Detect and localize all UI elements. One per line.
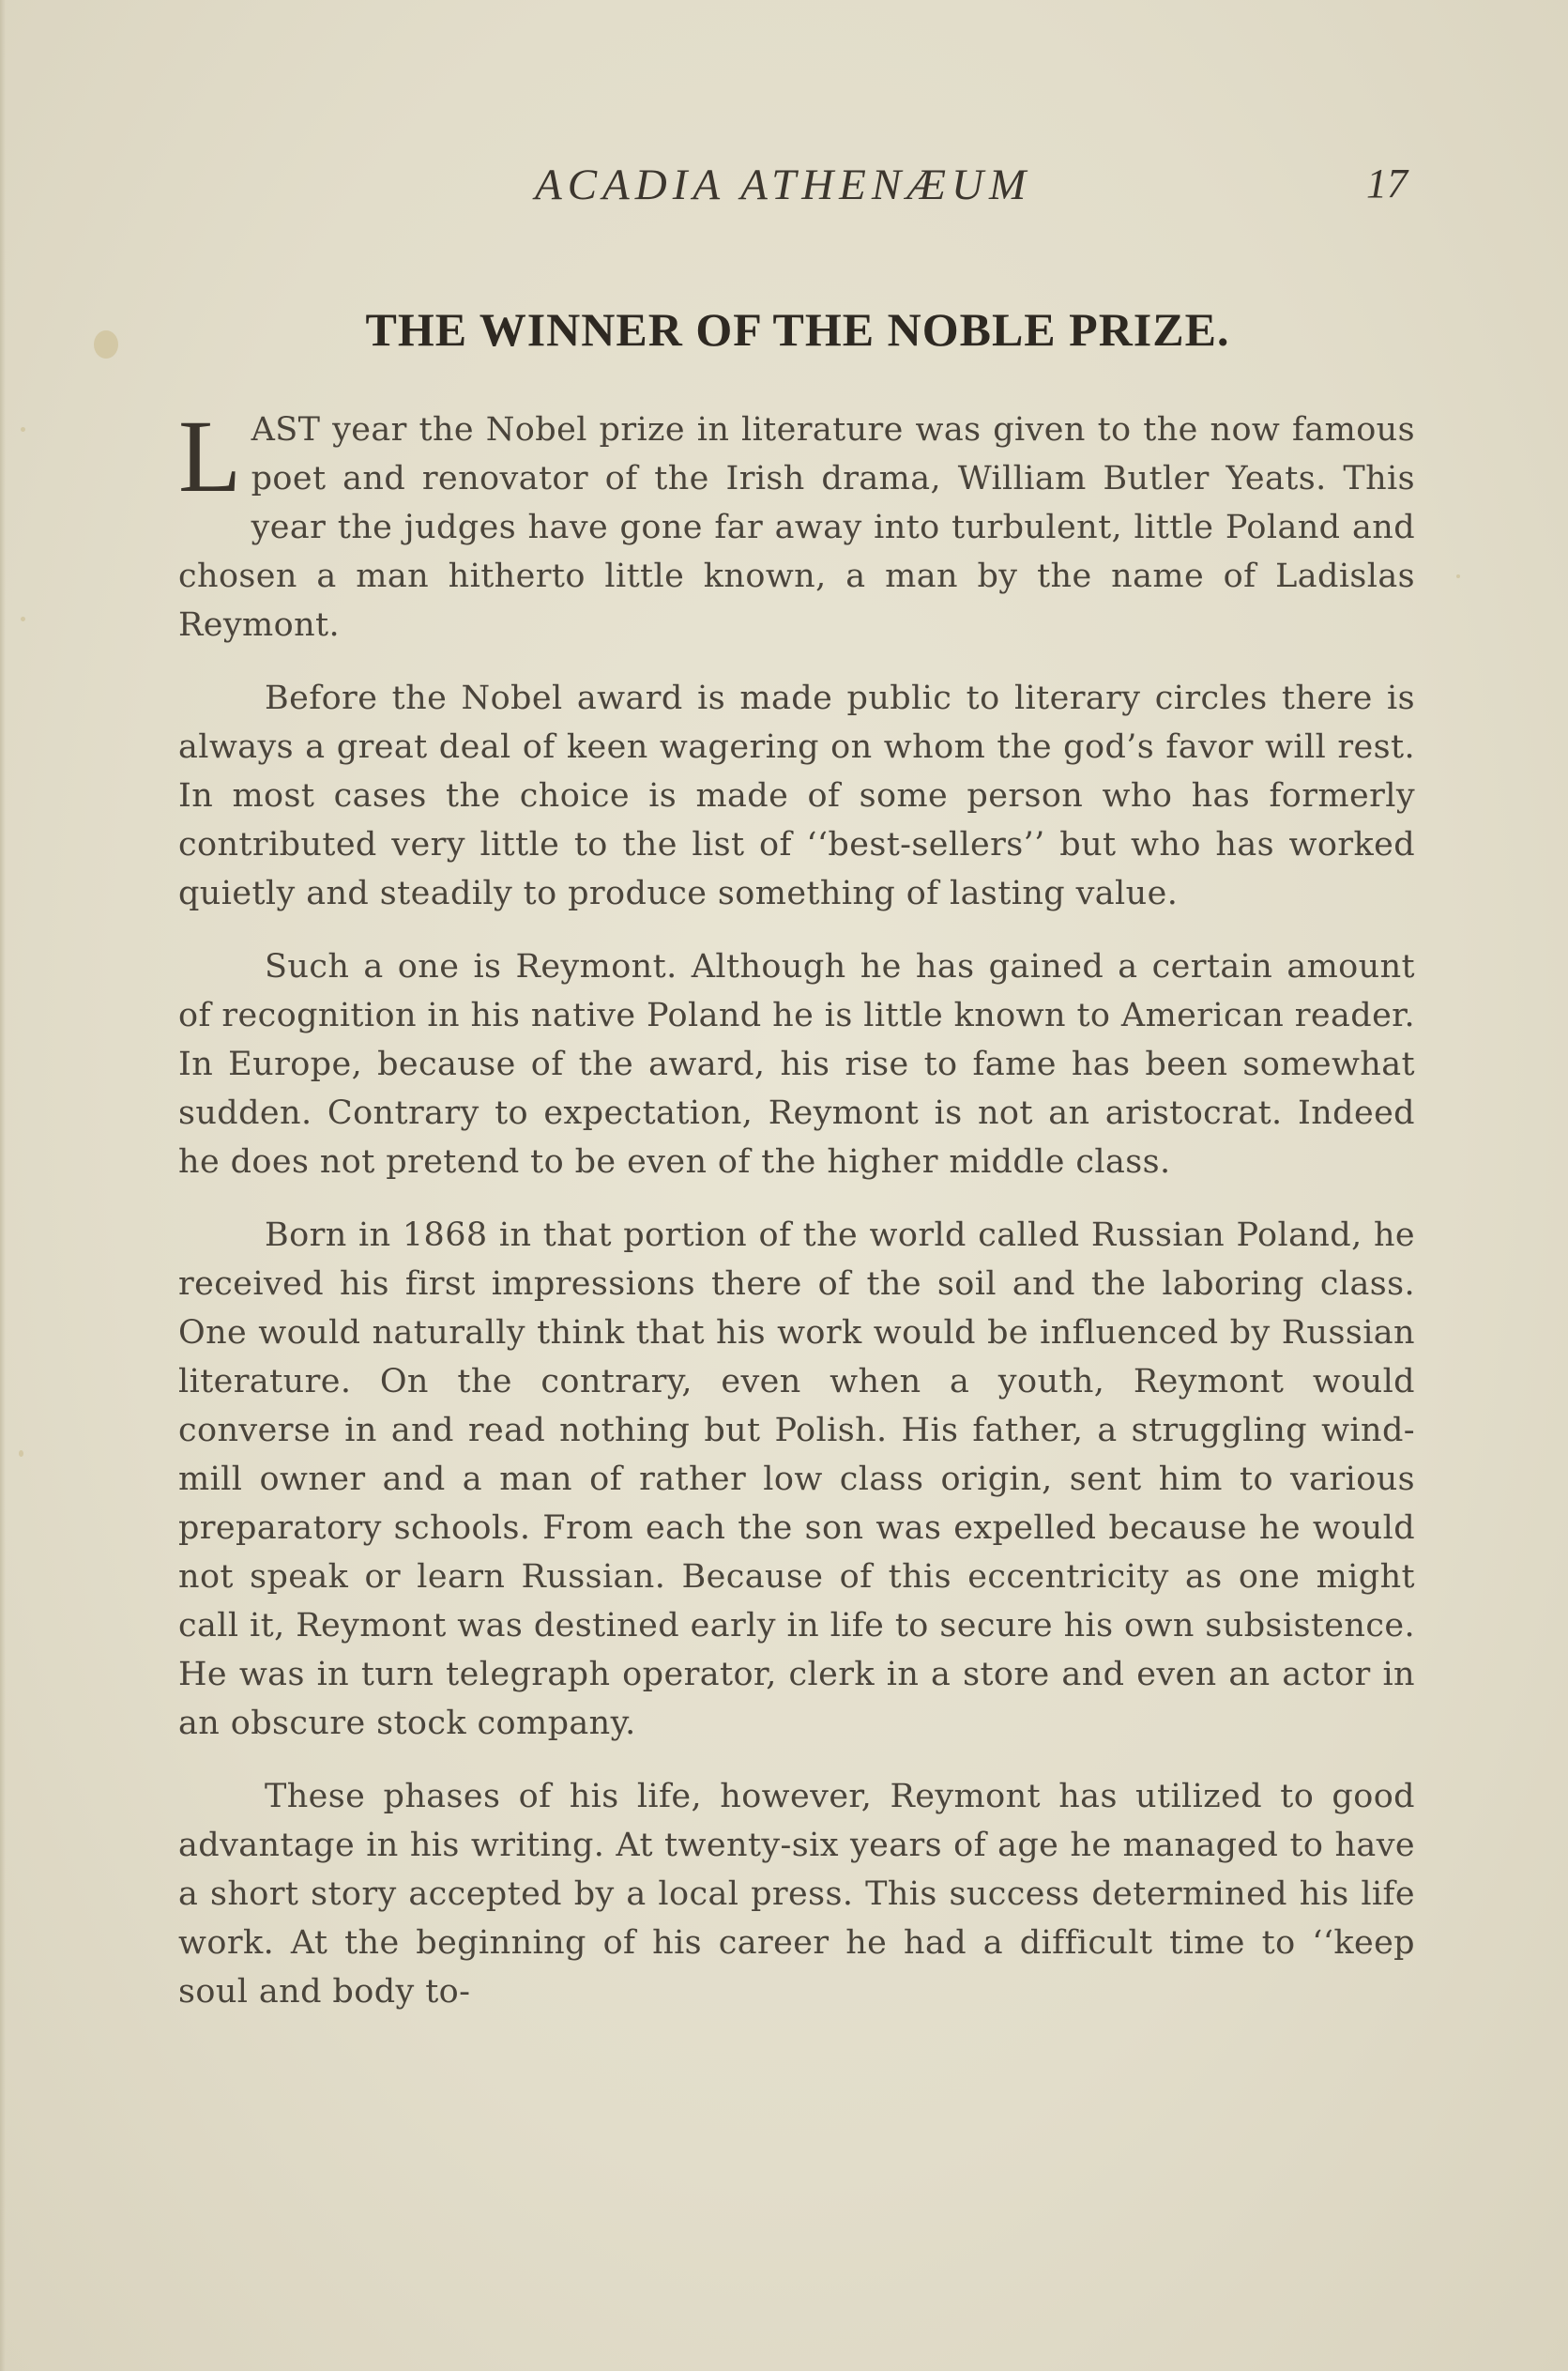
paragraph-1-text: AST year the Nobel prize in literature was given to the now famous poet and renovator of the Irish drama, William Butler Yeats. This year the judges have gone far away into turbulent, little Poland and chosen a man hitherto little known, a man by the name of Ladislas Reymont. (178, 411, 1415, 644)
paragraph-1 (178, 399, 1415, 650)
paper-speck (21, 617, 25, 621)
paragraph-4: Born in 1868 in that portion of the world called Russian Poland, he received his first impressions there of the soil and the laboring class. One would naturally think that his work would be influenced by Russian literature. On the contrary, even when a youth, Reymont would converse in and read nothing but Polish. His father, a struggling wind-mill owner and a man of rather low class origin, sent him to various preparatory schools. From each the son was expelled because he would not speak or learn Russian. Because of this eccentricity as one might call it, Reymont was destined early in life to secure his own subsistence. He was in turn telegraph operator, clerk in a store and even an actor in an obscure stock company. (178, 1216, 1415, 1742)
paragraph-5: These phases of his life, however, Reymont has utilized to good advantage in his writing. At twenty-six years of age he managed to have a short story accepted by a local press. This success determined his life work. At the beginning of his career he had a difficult time to ‘‘keep soul and body to- (178, 1778, 1415, 2011)
drop-cap: L (178, 399, 242, 513)
running-head (178, 160, 1417, 216)
article-body (178, 399, 1415, 2041)
paragraph-3: Such a one is Reymont. Although he has gained a certain amount of recognition in his native Poland he is little known to American reader. In Europe, because of the award, his rise to fame has been somewhat sudden. Contrary to expectation, Reymont is not an aristocrat. Indeed he does not pretend to be even of the higher middle class. (178, 948, 1415, 1181)
paper-stain (94, 330, 118, 359)
paper-speck (1456, 574, 1460, 578)
paragraph-2: Before the Nobel award is made public to literary circles there is always a great deal of keen wagering on whom the god’s favor will rest. In most cases the choice is made of some person who has formerly contributed very little to the list of ‘‘best-sellers’’ but who has worked quietly and steadily to produce something of lasting value. (178, 680, 1415, 912)
paper-speck (21, 427, 25, 432)
journal-name: ACADIA ATHENÆUM (535, 161, 1032, 209)
article-title: THE WINNER OF THE NOBLE PRIZE. (365, 303, 1230, 356)
page-binding-edge (0, 0, 6, 2371)
page-number: 17 (1366, 161, 1408, 207)
paper-speck (19, 1450, 23, 1457)
